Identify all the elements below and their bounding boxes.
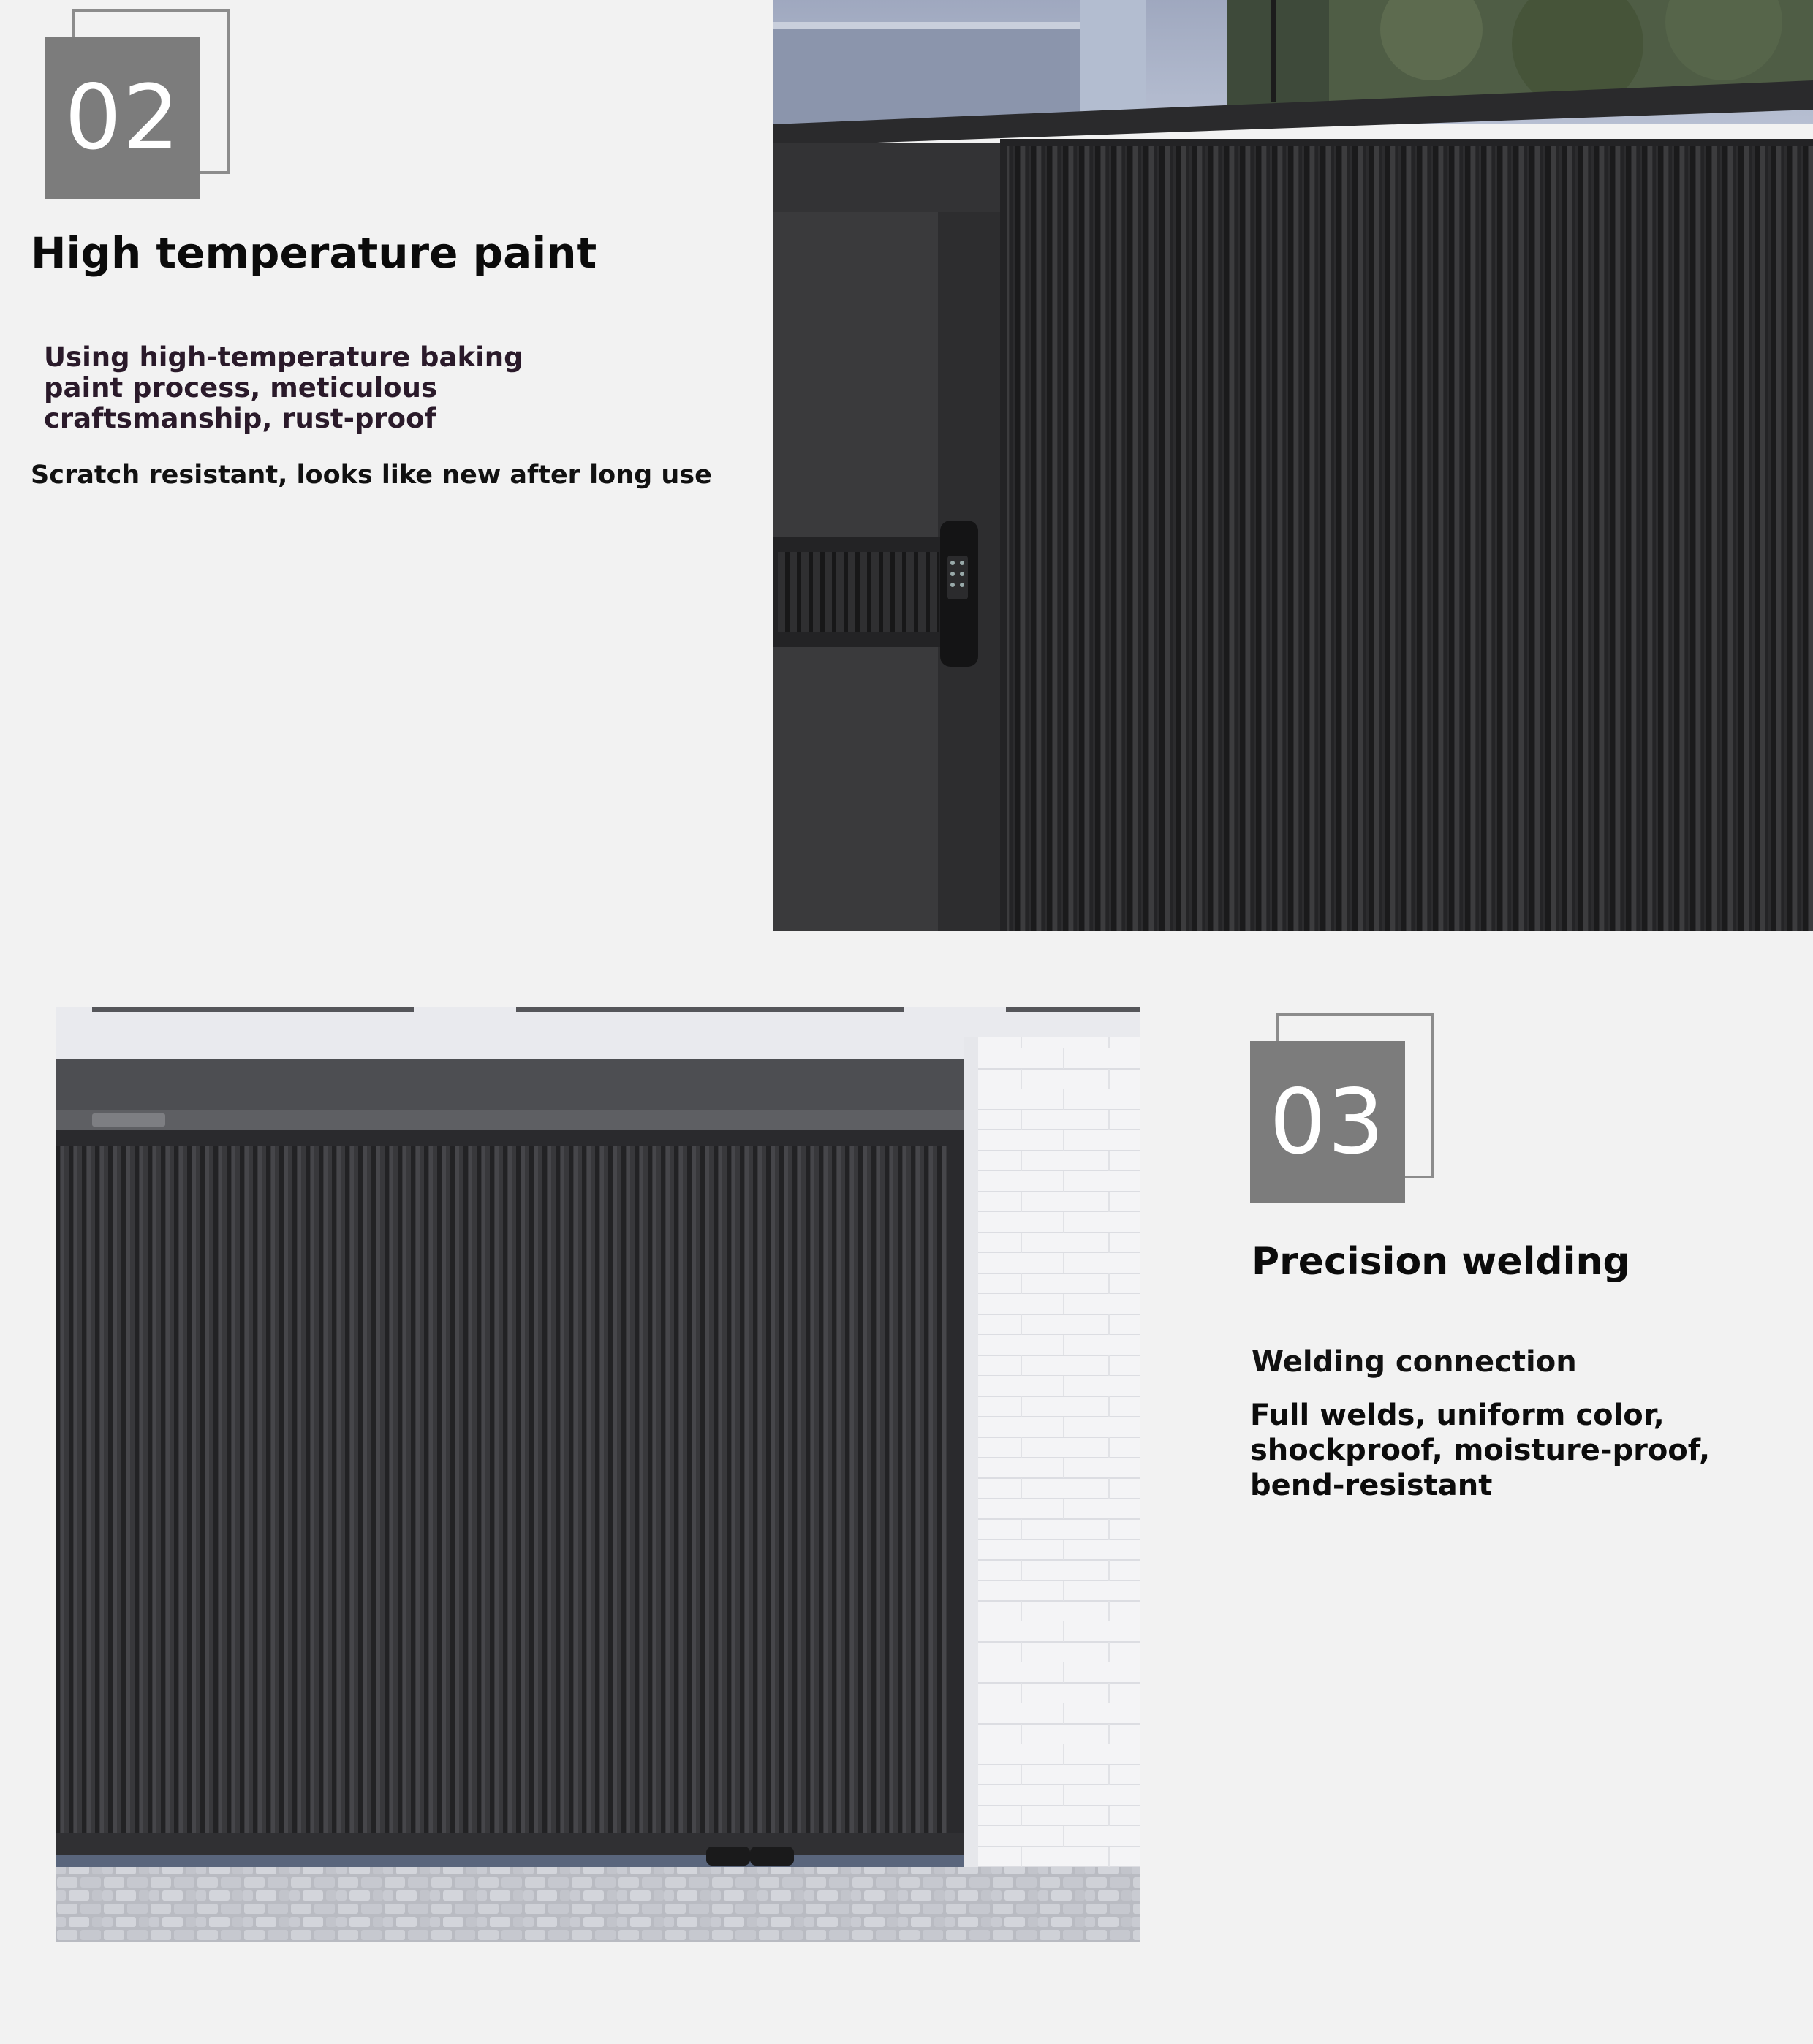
section-02-title: High temperature paint [31, 228, 597, 278]
section-02-note: Scratch resistant, looks like new after long use [31, 461, 712, 490]
section-03-description: Full welds, uniform color, shockproof, moisture-proof, bend-resistant [1250, 1398, 1711, 1502]
smart-lock-icon [940, 521, 978, 667]
gate-photo-top [773, 0, 1813, 931]
badge-number: 03 [1250, 1041, 1405, 1203]
section-03-title: Precision welding [1252, 1240, 1630, 1284]
section-03-subtitle: Welding connection [1252, 1345, 1577, 1379]
gate-photo-bottom [56, 1007, 1140, 1942]
section-03-badge [1250, 1013, 1433, 1205]
section-02-description: Using high-temperature baking paint process, meticulous craftsmanship, rust-proof [44, 341, 523, 434]
section-02-badge [45, 9, 228, 200]
badge-number: 02 [45, 37, 200, 199]
